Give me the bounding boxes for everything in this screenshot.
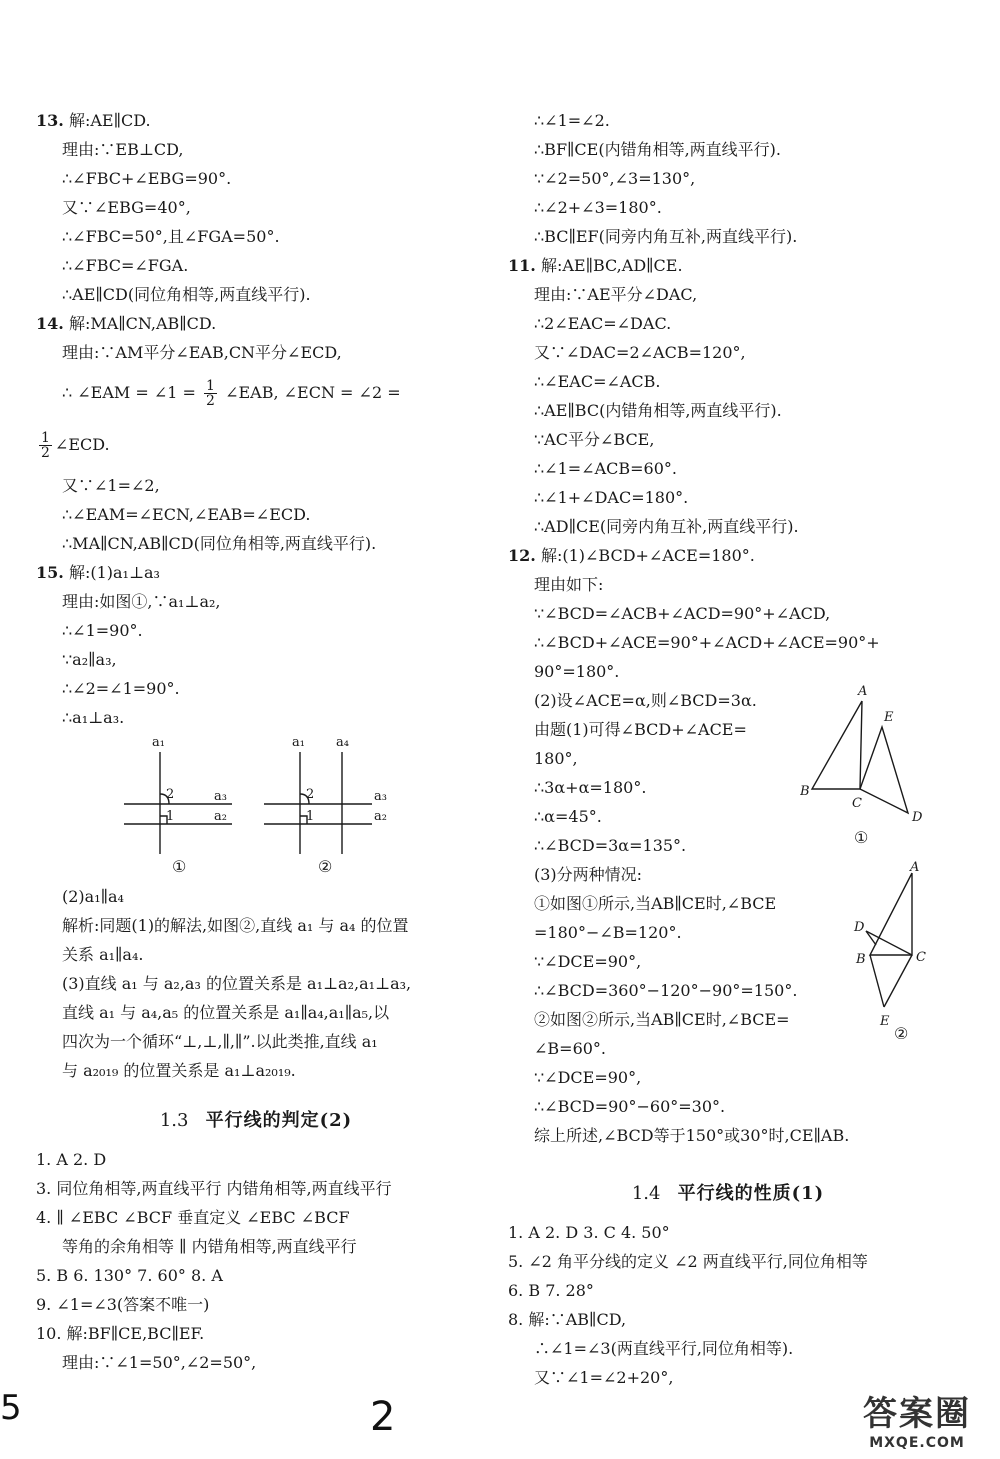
ans13-line-8: 理由:∵∠1=50°,∠2=50°, [62,1353,257,1372]
figure-12-1 [800,681,930,851]
fraction-denominator-2: 2 [41,445,50,461]
label-angle-2-fig2: 2 [306,787,315,802]
fig12b-label-C: C [916,950,926,965]
q13-line-6: ∴∠FBC=∠FGA. [62,256,189,275]
right-column [508,106,948,1392]
q14-eq-part-2: ∠EAB, ∠ECN = ∠2 = [225,383,401,402]
q15-text: 解:(1)a₁⊥a₃ [68,563,160,582]
q15-line-9: 关系 a₁∥a₄. [62,945,144,964]
q14-line-4 [36,419,476,471]
q11-line-7: ∵AC平分∠BCE, [534,430,655,449]
label-a3-fig2: a₃ [374,789,387,804]
left-column [36,106,476,1377]
answers-1-3 [36,1145,476,1377]
triangle-abc-2 [870,873,912,955]
watermark-url: MXQE.COM [869,1435,965,1451]
question-10-continued [508,106,948,251]
q13-text: 解:AE∥CD. [68,111,151,130]
figure-15-2 [264,752,372,854]
q11-line-10: ∴AD∥CE(同旁内角互补,两直线平行). [534,517,799,536]
q14-line-6: ∴∠EAM=∠ECN,∠EAB=∠ECD. [62,505,311,524]
q15-line-2: 理由:如图①,∵a₁⊥a₂, [62,592,221,611]
q15-line-7: (2)a₁∥a₄ [62,887,124,906]
q12-line-11: ∴∠BCD=3α=135°. [534,836,687,855]
q15-line-10: (3)直线 a₁ 与 a₂,a₃ 的位置关系是 a₁⊥a₂,a₁⊥a₃, [62,974,412,993]
q14-eq-part-1: ∴ ∠EAM = ∠1 = [62,383,196,402]
section-title-1-4: 平行线的性质(1) [677,1183,825,1204]
label-angle-1: 1 [166,809,175,824]
q15-line-4: ∵a₂∥a₃, [62,650,117,669]
q13-number: 13. [36,111,64,130]
q12-line-16: ∴∠BCD=360°−120°−90°=150°. [534,981,798,1000]
handwritten-mark-center: 2 [370,1394,396,1440]
answers-1-4 [508,1218,948,1392]
q12-line-15: ∵∠DCE=90°, [534,952,642,971]
question-15 [36,558,476,1085]
q13-line-4: 又∵∠EBG=40°, [62,198,191,217]
fraction-half-2 [39,431,52,460]
ans13-line-5: 5. B 6. 130° 7. 60° 8. A [36,1266,223,1285]
section-heading-1-4 [508,1170,948,1218]
figure-15-diagrams [36,732,476,882]
q12-line-3: ∵∠BCD=∠ACB+∠ACD=90°+∠ACD, [534,604,831,623]
q12-line-19: ∵∠DCE=90°, [534,1068,642,1087]
q13-line-5: ∴∠FBC=50°,且∠FGA=50°. [62,227,280,246]
q12-line-17: ②如图②所示,当AB∥CE时,∠BCE= [534,1010,790,1029]
q10-cont-line-3: ∵∠2=50°,∠3=130°, [534,169,696,188]
ans14-line-2: 5. ∠2 角平分线的定义 ∠2 两直线平行,同位角相等 [508,1252,868,1271]
fig12a-label-A: A [858,684,868,699]
segment-dc [866,931,912,955]
q15-number: 15. [36,563,64,582]
q11-line-8: ∴∠1=∠ACB=60°. [534,459,677,478]
q10-cont-line-1: ∴∠1=∠2. [534,111,610,130]
caption-fig-2: ② [318,857,333,876]
question-14 [36,309,476,558]
q15-line-1 [36,558,476,587]
fig12b-label-B: B [856,952,866,967]
fig12a-label-B: B [800,784,810,799]
q11-line-5: ∴∠EAC=∠ACB. [534,372,661,391]
section-number: 1.3 [159,1110,189,1131]
q12-text: 解:(1)∠BCD+∠ACE=180°. [540,546,755,565]
q15-line-8: 解析:同题(1)的解法,如图②,直线 a₁ 与 a₄ 的位置 [62,916,409,935]
q12-line-20: ∴∠BCD=90°−60°=30°. [534,1097,726,1116]
section-title: 平行线的判定(2) [205,1110,353,1131]
q10-cont-line-5: ∴BC∥EF(同旁内角互补,两直线平行). [534,227,798,246]
q12-line-5: 90°=180°. [534,662,620,681]
fraction-denominator: 2 [206,393,215,409]
q15-line-11: 直线 a₁ 与 a₄,a₅ 的位置关系是 a₁∥a₄,a₁∥a₅,以 [62,1003,390,1022]
q14-number: 14. [36,314,64,333]
q15-line-6: ∴a₁⊥a₃. [62,708,125,727]
watermark-text: 答案圈 [863,1394,971,1434]
q10-cont-line-4: ∴∠2+∠3=180°. [534,198,662,217]
fraction-half [204,379,217,408]
fig12b-caption: ② [894,1024,909,1039]
label-a2: a₂ [214,809,227,824]
q12-line-4: ∴∠BCD+∠ACE=90°+∠ACD+∠ACE=90°+ [534,633,880,652]
fig12b-label-A: A [910,860,920,875]
fig12a-label-D: D [912,810,923,825]
q12-line-6: (2)设∠ACE=α,则∠BCD=3α. [534,691,757,710]
fig12b-label-D: D [854,920,865,935]
q11-line-3: ∴2∠EAC=∠DAC. [534,314,672,333]
ans13-line-1: 1. A 2. D [36,1150,107,1169]
q13-line-7: ∴AE∥CD(同位角相等,两直线平行). [62,285,311,304]
q14-text: 解:MA∥CN,AB∥CD. [68,314,217,333]
caption-fig-1: ① [172,857,187,876]
q11-line-4: 又∵∠DAC=2∠ACB=120°, [534,343,746,362]
watermark-logo [842,1386,992,1451]
q15-line-12: 四次为一个循环“⊥,⊥,∥,∥”.以此类推,直线 a₁ [62,1032,378,1051]
q13-line-1 [36,106,476,135]
q12-line-12: (3)分两种情况: [534,865,643,884]
ans14-line-6: 又∵∠1=∠2+20°, [534,1368,674,1387]
label-a1: a₁ [152,735,165,750]
segment-ec [884,955,912,1007]
fraction-numerator-2: 1 [41,430,50,446]
section-heading-1-3 [36,1097,476,1145]
segment-be [870,955,884,1007]
ans14-line-5: ∴∠1=∠3(两直线平行,同位角相等). [534,1339,794,1358]
q15-line-3: ∴∠1=90°. [62,621,143,640]
q15-line-13: 与 a₂₀₁₉ 的位置关系是 a₁⊥a₂₀₁₉. [62,1061,296,1080]
figure-12-2 [840,859,950,1039]
q15-line-5: ∴∠2=∠1=90°. [62,679,180,698]
fraction-numerator: 1 [206,378,215,394]
q12-number: 12. [508,546,536,565]
q11-line-1 [508,251,948,280]
q12-line-8: 180°, [534,749,578,768]
question-12 [508,541,948,1150]
ans13-line-7: 10. 解:BF∥CE,BC∥EF. [36,1324,205,1343]
question-11 [508,251,948,541]
q14-line-3 [36,367,476,419]
q13-line-3: ∴∠FBC+∠EBG=90°. [62,169,232,188]
fig12a-label-E: E [884,710,894,725]
triangle-ced [860,727,908,813]
q11-text: 解:AE∥BC,AD∥CE. [540,256,683,275]
ans13-line-4: 等角的余角相等 ∥ 内错角相等,两直线平行 [62,1237,357,1256]
label-a4: a₄ [336,735,349,750]
handwritten-mark-left: 5 [0,1388,22,1428]
label-angle-2: 2 [166,787,175,802]
ans14-line-4: 8. 解:∵AB∥CD, [508,1310,627,1329]
q12-line-10: ∴α=45°. [534,807,602,826]
q12-line-18: ∠B=60°. [534,1039,607,1058]
q14-line-5: 又∵∠1=∠2, [62,476,160,495]
fig12a-caption: ① [854,828,869,847]
q10-cont-line-2: ∴BF∥CE(内错角相等,两直线平行). [534,140,782,159]
q11-number: 11. [508,256,536,275]
q13-line-2: 理由:∵EB⊥CD, [62,140,184,159]
q12-line-9: ∴3α+α=180°. [534,778,647,797]
label-a2-fig2: a₂ [374,809,387,824]
fig12b-label-E: E [880,1014,890,1029]
label-a3: a₃ [214,789,227,804]
ans13-line-6: 9. ∠1=∠3(答案不唯一) [36,1295,210,1314]
q11-line-6: ∴AE∥BC(内错角相等,两直线平行). [534,401,782,420]
q12-line-2: 理由如下: [534,575,604,594]
q12-line-21: 综上所述,∠BCD等于150°或30°时,CE∥AB. [534,1126,850,1145]
label-a1-fig2: a₁ [292,735,305,750]
q14-line-1 [36,309,476,338]
q12-line-14: =180°−∠B=120°. [534,923,682,942]
q12-line-1 [508,541,948,570]
q11-line-2: 理由:∵AE平分∠DAC, [534,285,698,304]
ans13-line-3: 4. ∥ ∠EBC ∠BCF 垂直定义 ∠EBC ∠BCF [36,1208,350,1227]
q14-eq-part-3: ∠ECD. [54,435,110,454]
label-angle-1-fig2: 1 [306,809,315,824]
q14-line-2: 理由:∵AM平分∠EAB,CN平分∠ECD, [62,343,342,362]
q12-line-13: ①如图①所示,当AB∥CE时,∠BCE [534,894,777,913]
question-13 [36,106,476,309]
fig12a-label-C: C [852,796,862,811]
ans14-line-1: 1. A 2. D 3. C 4. 50° [508,1223,670,1242]
section-number-1-4: 1.4 [631,1183,661,1204]
ans13-line-2: 3. 同位角相等,两直线平行 内错角相等,两直线平行 [36,1179,392,1198]
q12-line-7: 由题(1)可得∠BCD+∠ACE= [534,720,747,739]
q14-line-7: ∴MA∥CN,AB∥CD(同位角相等,两直线平行). [62,534,377,553]
ans14-line-3: 6. B 7. 28° [508,1281,594,1300]
q11-line-9: ∴∠1+∠DAC=180°. [534,488,689,507]
triangle-abc [812,701,862,789]
